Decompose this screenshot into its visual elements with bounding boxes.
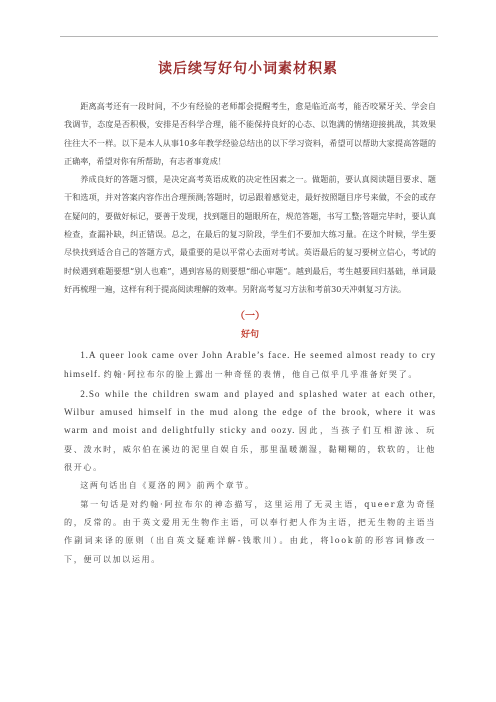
document-body (64, 97, 436, 568)
section-number: （一） (235, 311, 265, 323)
example-2-chinese: 因此，当孩子们互相游泳、玩耍、泼水时，威尔伯在溪边的泥里自娱自乐，那里温暖潮湿，黏糊糊的，软软的，让他很开心。 (64, 425, 436, 473)
intro-paragraph-2: 养成良好的答题习惯，是决定高考英语成败的决定性因素之一。做题前，要认真阅读题目要求、题干和选项，并对答案内容作出合理预测;答题时，切忌跟着感觉走，最好按照题目序号来做，不会的或存在疑问的，要做好标记，要善于发现，找到题目的题眼所在，规范答题，书写工整;答题完毕时，要认真检查，查漏补缺，纠正错误。总之，在最后的复习阶段，学生们不要加大练习量。在这个时候，学生要尽快找到适合自己的答题方式，最重要的是以平常心去面对考试。英语最后的复习要树立信心，考试的时候遇到难题要想“别人也难”，遇到容易的则要想“细心审题”。越到最后，考生越要回归基础，单词最好再梳理一遍，这样有利于提高阅读理解的效率。另附高考复习方法和考前30天冲刺复习方法。 (64, 174, 436, 294)
example-2-english: 2.So while the children swam and played and splashed water at each other, Wilbur amused himself in the mud along the edge of the brook, where it was warm and moist and delightfully sticky and oozy. (64, 388, 436, 436)
example-sentence-1 (64, 346, 436, 383)
source-note: 这两句话出自《夏洛的网》前两个章节。 (80, 480, 255, 491)
intro-paragraph-1: 距离高考还有一段时间，不少有经验的老师都会提醒考生，愈是临近高考，能否咬紧牙关、学会自我调节，态度是否积极，安排是否科学合理，能不能保持良好的心态、以饱满的情绪迎接挑战，其效果往往大不一样。以下是本人从事10多年教学经验总结出的以下学习资料，希望可以帮助大家提高答题的正确率，希望对你有所帮助，有志者事竟成！ (64, 101, 436, 166)
example-sentence-2 (64, 385, 436, 476)
section-subtitle: 好句 (240, 330, 259, 341)
analysis-paragraph: 第一句话是对约翰·阿拉布尔的神态描写，这里运用了无灵主语，queer意为奇怪的，反常的。由于英文爱用无生物作主语，可以奉行把人作为主语，把无生物的主语当作副词来译的原则（出自英文疑难详解-钱歌川）。由此，将look前的形容词修改一下，便可以加以运用。 (64, 498, 436, 564)
example-1-english: 1.A queer look came over John Arable’s face. He seemed almost ready to cry himself. (64, 350, 436, 379)
header-rule (60, 36, 438, 37)
example-1-chinese: 约翰·阿拉布尔的脸上露出一种奇怪的表情，他自己似乎几乎准备好哭了。 (103, 368, 419, 379)
document-title: 读后续写好句小词素材积累 (158, 61, 338, 77)
